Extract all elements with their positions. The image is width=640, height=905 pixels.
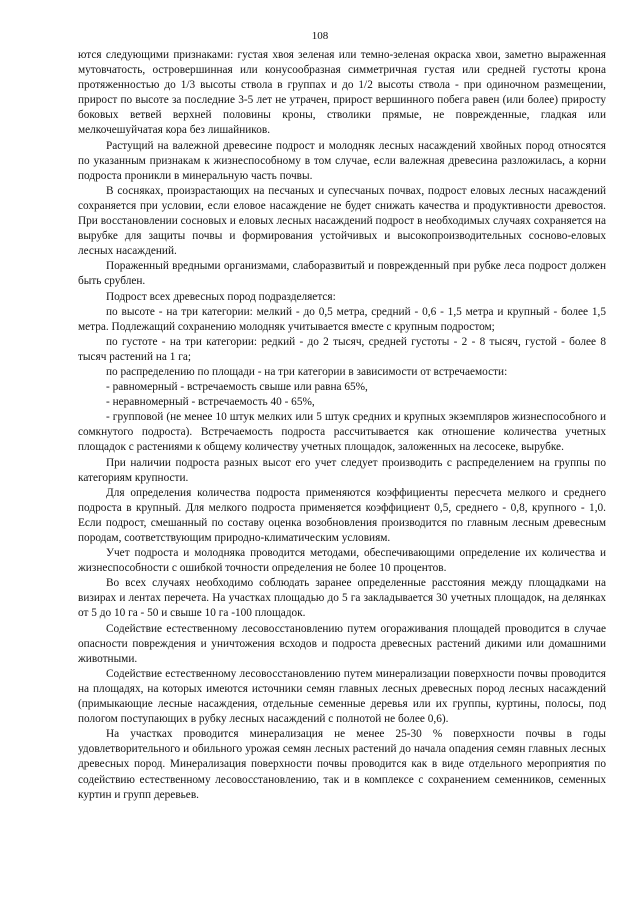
paragraph: Содействие естественному лесовосстановлению путем огораживания площадей проводится в случае опасности повреждения и уничтожения всходов и подроста древесных растений дикими или домашними животными. [78,622,606,665]
paragraph: В сосняках, произрастающих на песчаных и супесчаных почвах, подрост еловых лесных насаждений сохраняется при условии, если еловое насаждение не будет снижать качества и продуктивности древостоя. При восстановлении сосновых и еловых лесных насаждений подрост в необходимых случаях сохраняется на вырубке для защиты почвы и формирования устойчивых и высокопроизводительных сосново-еловых лесных насаждений. [78,184,606,258]
paragraph: При наличии подроста разных высот его учет следует производить с распределением на группы по категориям крупности. [78,456,606,484]
paragraph: Для определения количества подроста применяются коэффициенты пересчета мелкого и среднего подроста в крупный. Для мелкого подроста применяется коэффициент 0,5, среднего - 0,8, крупного - 1,0. Если подрост, смешанный по составу оценка возобновления производится по главным лесным древесным породам, соответствующим природно-климатическим условиям. [78,486,606,544]
paragraph: ются следующими признаками: густая хвоя зеленая или темно-зеленая окраска хвои, заметно выраженная мутовчатость, островершинная или конусообразная симметричная густая или средней густоты крона протяженностью до 1/3 высоты ствола в группах и до 1/2 высоты ствола - при одиночном размещении, прирост по высоте за последние 3-5 лет не утрачен, прирост вершинного побега равен (или более) приросту боковых ветвей верхней половины кроны, стволики прямые, не поврежденные, гладкая или мелкочешуйчатая кора без лишайников. [78,49,606,137]
paragraph: Пораженный вредными организмами, слаборазвитый и поврежденный при рубке леса подрост должен быть срублен. [78,260,606,288]
list-item: - неравномерный - встречаемость 40 - 65%, [106,396,315,409]
paragraph: по распределению по площади - на три категории в зависимости от встречаемости: [106,365,508,378]
paragraph: Содействие естественному лесовосстановлению путем минерализации поверхности почвы проводится на площадях, на которых имеются источники семян главных лесных древесных пород лесных насаждений (примыкающие лесные насаждения, отдельные семенные деревья или их группы, куртины, полосы, под пологом поступающих в рубку лесных насаждений с полнотой не более 0,6). [78,667,606,726]
paragraph: Подрост всех древесных пород подразделяется: [106,290,336,303]
paragraph: по густоте - на три категории: редкий - до 2 тысяч, средней густоты - 2 - 8 тысяч, густой - более 8 тысяч растений на 1 га; [78,335,606,363]
paragraph: Во всех случаях необходимо соблюдать заранее определенные расстояния между площадками на визирах и лентах перечета. На участках площадью до 5 га закладывается 30 учетных площадок, на делянках от 5 до 10 га - 50 и свыше 10 га -100 площадок. [78,577,606,620]
list-item: - равномерный - встречаемость свыше или равна 65%, [106,381,368,394]
paragraph: по высоте - на три категории: мелкий - до 0,5 метра, средний - 0,6 - 1,5 метра и крупный - более 1,5 метра. Подлежащий сохранению молодняк учитывается вместе с крупным подростом; [78,305,606,333]
paragraph: На участках проводится минерализация не менее 25-30 % поверхности почвы в годы удовлетворительного и обильного урожая семян лесных растений до начала опадения семян главных лесных древесных пород. Минерализация поверхности почвы проводится как в виде отдельного мероприятия по содействию естественному лесовосстановлению, так и в комплексе с сохранением семенников, семенных куртин и групп деревьев. [78,728,606,801]
document-body [78,48,606,803]
paragraph: Растущий на валежной древесине подрост и молодняк лесных насаждений хвойных пород относятся по указанным признакам к жизнеспособному в том случае, если валежная древесина разложилась, а корни подроста проникли в минеральную часть почвы. [78,139,606,182]
paragraph: Учет подроста и молодняка проводится методами, обеспечивающими определение их количества и жизнеспособности с ошибкой точности определения не более 10 процентов. [78,547,606,575]
page-number: 108 [311,30,329,42]
list-item: - групповой (не менее 10 штук мелких или 5 штук средних и крупных экземпляров жизнеспособного и сомкнутого подроста). Встречаемость подроста рассчитывается как отношение количества учетных площадок с растениями к общему количеству учетных площадок, заложенных на лесосеке, вырубке. [78,411,606,454]
